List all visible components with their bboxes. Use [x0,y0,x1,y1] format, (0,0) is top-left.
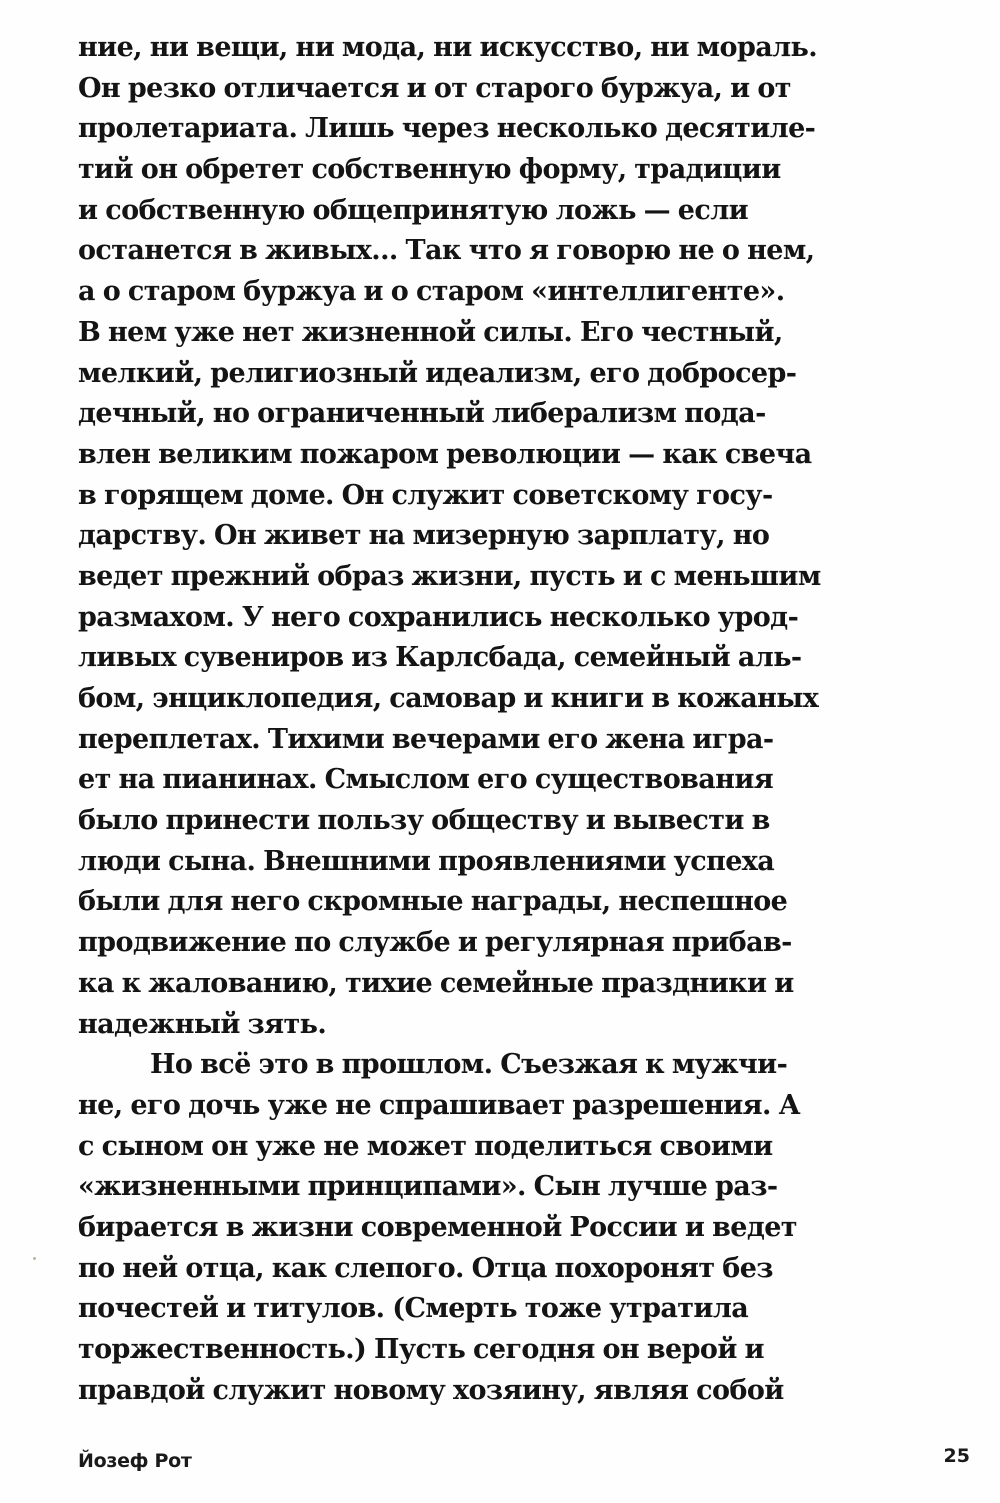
text-line: ет на пианинах. Смыслом его существования [78,764,774,796]
text-line: ка к жалованию, тихие семейные праздники и [78,967,794,999]
text-line: по ней отца, как слепого. Отца похоронят без [78,1252,773,1284]
running-footer-author: Йозеф Рот [78,1450,192,1472]
text-line: «жизненными принципами». Сын лучше раз- [78,1171,778,1203]
text-line: влен великим пожаром революции — как свеча [78,438,812,470]
text-line: мелкий, религиозный идеализм, его добросер- [78,357,797,389]
text-line: надежный зять. [78,1008,327,1040]
text-line: переплетах. Тихими вечерами его жена игра- [78,723,774,755]
text-line: пролетариата. Лишь через несколько десятиле- [78,113,816,145]
text-line: размахом. У него сохранились несколько урод- [78,601,799,633]
text-line: ние, ни вещи, ни мода, ни искусство, ни мораль. [78,32,818,63]
text-line: ливых сувениров из Карлсбада, семейный аль- [78,642,802,674]
text-line: а о старом буржуа и о старом «интеллигенте». [78,276,785,308]
text-line: В нем уже нет жизненной силы. Его честный, [78,316,783,348]
text-line: не, его дочь уже не спрашивает разрешения. А [78,1089,800,1121]
text-line: бирается в жизни современной России и ведет [78,1211,797,1243]
text-line: бом, энциклопедия, самовар и книги в кожаных [78,683,819,714]
body-text [78,28,821,1411]
text-line: правдой служит новому хозяину, являя собой [78,1374,784,1406]
text-line: Но всё это в прошлом. Съезжая к мужчи- [150,1049,788,1081]
text-line: с сыном он уже не может поделиться своими [78,1130,773,1162]
text-line: почестей и титулов. (Смерть тоже утратила [78,1293,749,1325]
page-number: 25 [943,1445,970,1467]
text-line: было принести пользу обществу и вывести в [78,805,770,837]
text-line: и собственную общепринятую ложь — если [78,194,749,226]
scan-speck [33,1257,36,1260]
text-line: дарству. Он живет на мизерную зарплату, но [78,520,770,552]
text-line: ведет прежний образ жизни, пусть и с меньшим [78,560,821,592]
text-line: Он резко отличается и от старого буржуа, и от [78,72,791,104]
text-line: люди сына. Внешними проявлениями успеха [78,845,775,877]
text-line: в горящем доме. Он служит советскому госу- [78,479,773,511]
text-line: дечный, но ограниченный либерализм пода- [78,398,766,430]
text-line: были для него скромные награды, неспешное [78,886,788,918]
text-line: торжественность.) Пусть сегодня он верой и [78,1334,764,1365]
text-line: останется в живых... Так что я говорю не о нем, [78,235,815,267]
text-line: тий он обретет собственную форму, традиции [78,154,781,186]
text-line: продвижение по службе и регулярная прибав- [78,927,792,959]
